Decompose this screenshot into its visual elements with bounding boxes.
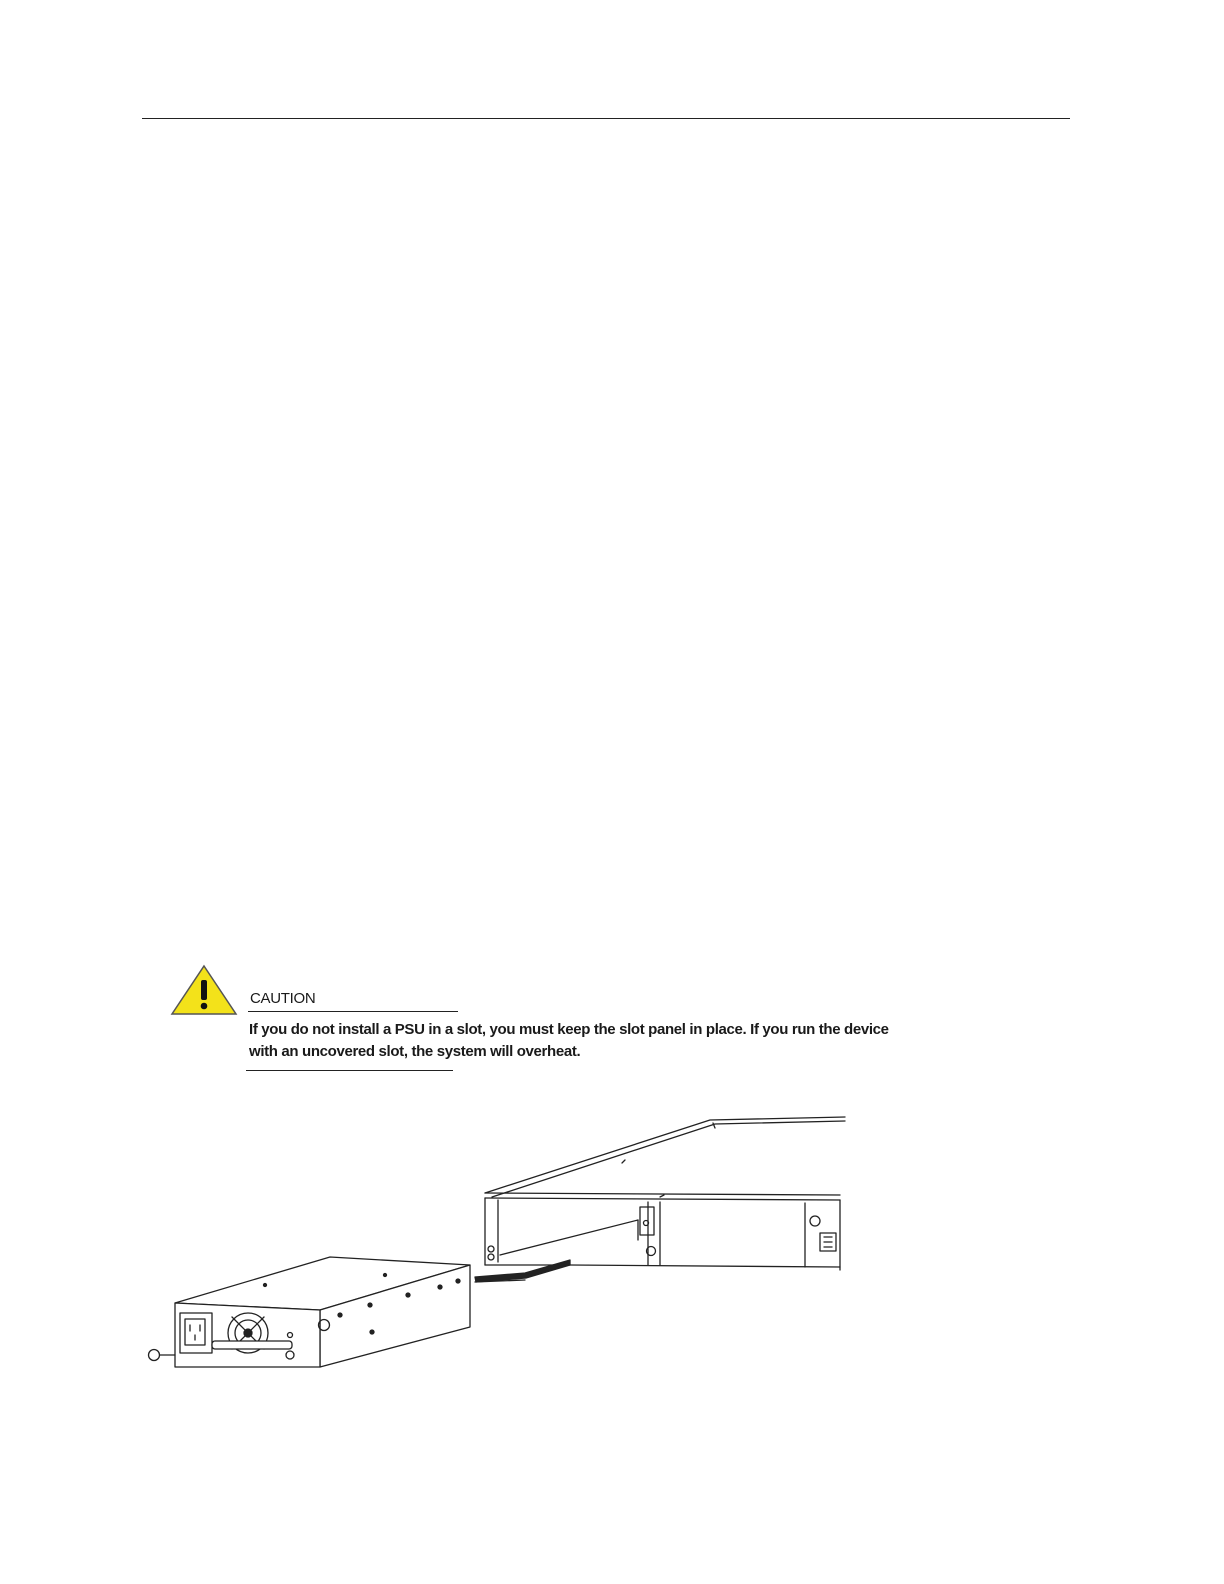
caution-heading: CAUTION bbox=[250, 990, 316, 1007]
ribbon-cable bbox=[475, 1260, 570, 1282]
header-rule bbox=[142, 118, 1070, 119]
caution-text bbox=[249, 1019, 989, 1063]
caution-rule-top bbox=[248, 1011, 458, 1012]
psu-installation-figure bbox=[140, 1105, 860, 1380]
warning-triangle-icon bbox=[170, 964, 238, 1016]
caution-line-2: with an uncovered slot, the system will overheat. bbox=[249, 1043, 581, 1060]
caution-line-1: If you do not install a PSU in a slot, you must keep the slot panel in place. If you run the device bbox=[249, 1021, 889, 1038]
psu-module bbox=[149, 1257, 471, 1367]
caution-notice bbox=[170, 964, 1000, 1076]
psu-installation-illustration bbox=[140, 1105, 860, 1380]
caution-rule-bottom bbox=[246, 1070, 453, 1071]
chassis bbox=[485, 1117, 845, 1270]
